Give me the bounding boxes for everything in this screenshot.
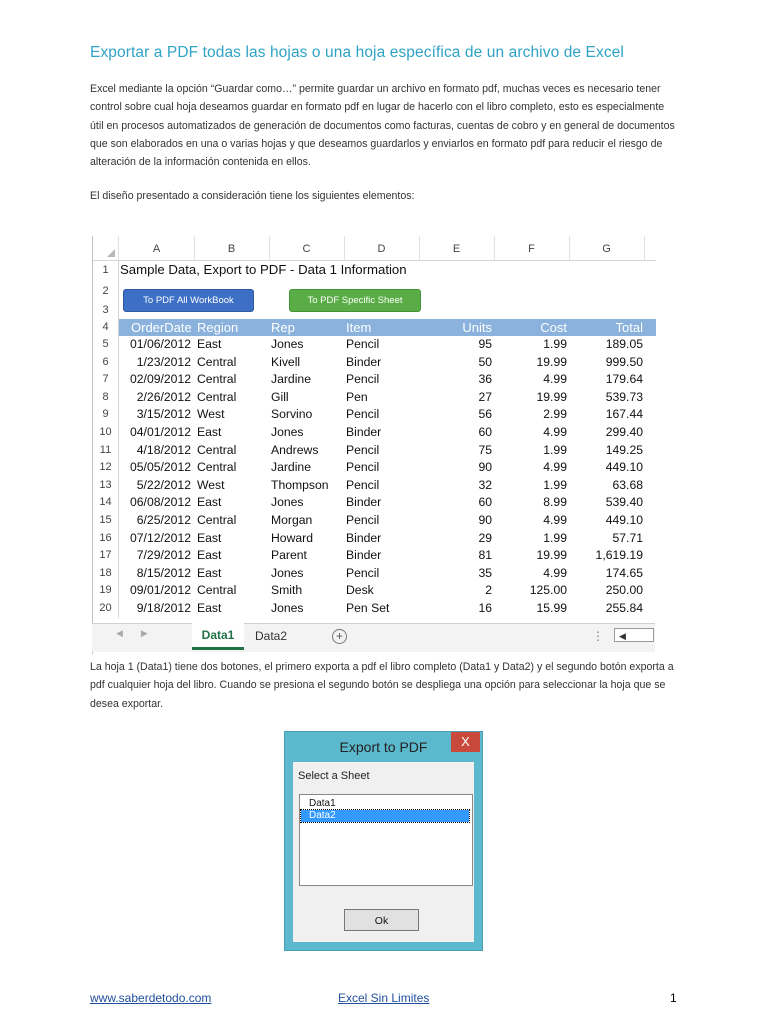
table-cell[interactable]: 1.99 <box>543 337 567 351</box>
table-cell[interactable]: 149.25 <box>605 442 643 457</box>
table-cell[interactable]: 8/15/2012 <box>136 565 191 580</box>
tab-data2[interactable]: Data2 <box>255 629 288 643</box>
table-cell[interactable]: 35 <box>478 565 492 580</box>
table-cell[interactable]: Gill <box>271 389 289 404</box>
column-header-bar <box>93 236 656 261</box>
table-cell[interactable]: Morgan <box>271 513 313 527</box>
table-cell[interactable]: 125.00 <box>529 583 567 598</box>
table-cell[interactable]: 4.99 <box>543 460 567 475</box>
table-cell[interactable]: Thompson <box>271 477 329 492</box>
table-cell[interactable]: 90 <box>478 460 492 475</box>
table-cell[interactable]: Kivell <box>271 354 301 369</box>
table-cell[interactable]: 255.84 <box>605 601 643 615</box>
row-header[interactable]: 18 <box>93 565 119 583</box>
table-cell[interactable]: Central <box>197 460 237 475</box>
table-cell[interactable]: 19.99 <box>536 354 567 369</box>
design-paragraph: El diseño presentado a consideración tiene los siguientes elementos: <box>90 190 415 202</box>
table-cell[interactable]: Jardine <box>271 372 311 387</box>
table-cell[interactable]: East <box>197 530 222 545</box>
table-cell[interactable]: 7/29/2012 <box>136 548 191 563</box>
table-cell[interactable]: 2.99 <box>543 407 567 422</box>
table-cell[interactable]: 15.99 <box>536 601 567 615</box>
table-cell[interactable]: Central <box>197 354 237 369</box>
column-header[interactable]: E <box>419 236 495 260</box>
table-cell[interactable]: 4.99 <box>543 565 567 580</box>
table-cell[interactable]: 01/06/2012 <box>130 337 191 351</box>
table-header-cell: Item <box>346 320 372 335</box>
sheet-listbox[interactable] <box>299 794 473 886</box>
table-cell[interactable]: Binder <box>346 530 382 545</box>
table-cell[interactable]: Binder <box>346 354 382 369</box>
row-header[interactable]: 20 <box>93 600 119 618</box>
table-cell[interactable]: Binder <box>346 548 382 563</box>
table-cell[interactable]: Howard <box>271 530 313 545</box>
row-header[interactable]: 2 <box>93 280 119 302</box>
table-cell[interactable]: 05/05/2012 <box>130 460 191 475</box>
table-cell[interactable]: 9/18/2012 <box>136 601 191 615</box>
row-header[interactable]: 19 <box>93 582 119 600</box>
table-cell[interactable]: 449.10 <box>605 513 643 527</box>
table-cell[interactable]: 60 <box>478 495 492 510</box>
table-cell[interactable]: 174.65 <box>605 565 643 580</box>
table-cell[interactable]: Jones <box>271 601 304 615</box>
table-cell[interactable]: 63.68 <box>612 477 643 492</box>
table-cell[interactable]: 4.99 <box>543 513 567 527</box>
horizontal-scrollbar[interactable]: ◀ <box>614 628 654 642</box>
table-cell[interactable]: Binder <box>346 495 382 510</box>
list-item-data2[interactable]: Data2 <box>301 810 469 822</box>
row-header[interactable]: 9 <box>93 406 119 424</box>
table-cell[interactable]: 07/12/2012 <box>130 530 191 545</box>
footer-link-website[interactable]: www.saberdetodo.com <box>90 991 212 1005</box>
table-cell[interactable]: 81 <box>478 548 492 563</box>
table-cell[interactable]: East <box>197 601 222 615</box>
row-header[interactable]: 1 <box>93 261 119 280</box>
table-cell[interactable]: West <box>197 407 225 422</box>
table-cell[interactable]: 32 <box>478 477 492 492</box>
table-cell[interactable]: 95 <box>478 337 492 351</box>
table-cell[interactable]: Pencil <box>346 513 380 527</box>
table-cell[interactable]: Jones <box>271 337 304 351</box>
row-header[interactable]: 17 <box>93 547 119 565</box>
column-header[interactable]: B <box>194 236 270 260</box>
table-header-cell: OrderDate <box>131 320 192 335</box>
table-cell[interactable]: Smith <box>271 583 303 598</box>
column-header[interactable]: G <box>569 236 645 260</box>
table-cell[interactable]: 09/01/2012 <box>130 583 191 598</box>
column-header[interactable]: F <box>494 236 570 260</box>
table-cell[interactable]: 179.64 <box>605 372 643 387</box>
column-header[interactable]: C <box>269 236 345 260</box>
table-cell[interactable]: Pencil <box>346 442 380 457</box>
row-header[interactable]: 8 <box>93 389 119 407</box>
table-cell[interactable]: East <box>197 337 222 351</box>
table-cell[interactable]: Desk <box>346 583 374 598</box>
row-header[interactable]: 3 <box>93 302 119 319</box>
to-pdf-all-workbook-button[interactable]: To PDF All WorkBook <box>123 289 254 312</box>
table-cell[interactable]: 2/26/2012 <box>136 389 191 404</box>
table-cell[interactable]: Central <box>197 442 237 457</box>
table-cell[interactable]: 1.99 <box>543 530 567 545</box>
select-all-corner[interactable] <box>93 236 119 260</box>
close-icon[interactable]: X <box>451 732 480 752</box>
row-header[interactable]: 16 <box>93 530 119 548</box>
table-cell[interactable]: 1.99 <box>543 442 567 457</box>
table-cell[interactable]: Pencil <box>346 372 380 387</box>
dialog-body <box>293 762 474 942</box>
table-cell[interactable]: 50 <box>478 354 492 369</box>
table-cell[interactable]: Jones <box>271 425 304 439</box>
add-sheet-icon[interactable]: + <box>332 629 347 644</box>
footer-link-excel-sin-limites[interactable]: Excel Sin Limites <box>338 991 430 1005</box>
table-cell[interactable]: Pencil <box>346 407 380 422</box>
table-cell[interactable]: 4.99 <box>543 425 567 439</box>
table-header-cell: Units <box>462 320 492 335</box>
table-cell[interactable]: Pencil <box>346 565 380 580</box>
table-cell[interactable]: Central <box>197 389 237 404</box>
row-header[interactable]: 15 <box>93 512 119 530</box>
row-header[interactable]: 6 <box>93 354 119 372</box>
table-header-cell: Total <box>615 320 643 335</box>
table-cell[interactable]: Jones <box>271 495 304 510</box>
table-cell[interactable]: West <box>197 477 225 492</box>
table-cell[interactable]: Jardine <box>271 460 311 475</box>
table-cell[interactable]: 16 <box>478 601 492 615</box>
table-cell[interactable]: Jones <box>271 565 304 580</box>
table-cell[interactable]: Sorvino <box>271 407 313 422</box>
page-title: Exportar a PDF todas las hojas o una hoja específica de un archivo de Excel <box>90 44 624 61</box>
table-cell[interactable]: Parent <box>271 548 307 563</box>
table-cell[interactable]: Pencil <box>346 460 380 475</box>
row-header[interactable]: 10 <box>93 424 119 442</box>
table-cell[interactable]: Andrews <box>271 442 319 457</box>
table-cell[interactable]: 04/01/2012 <box>130 425 191 439</box>
table-cell[interactable]: 90 <box>478 513 492 527</box>
table-cell[interactable]: 189.05 <box>605 337 643 351</box>
explanation-paragraph: La hoja 1 (Data1) tiene dos botones, el primero exporta a pdf el libro completo (Data1 y Data2) y el segundo botón exporta a pdf cualquier hoja del libro. Cuando se presiona el segundo botón se despliega una opción para seleccionar la hoja que se desea exportar. <box>90 661 674 710</box>
table-cell[interactable]: 4.99 <box>543 372 567 387</box>
page-number: 1 <box>670 991 677 1005</box>
export-dialog <box>284 731 483 951</box>
table-cell[interactable]: 1/23/2012 <box>136 354 191 369</box>
row-header[interactable]: 4 <box>93 319 119 336</box>
table-cell[interactable]: 56 <box>478 407 492 422</box>
table-cell[interactable]: 1.99 <box>543 477 567 492</box>
table-cell[interactable]: 36 <box>478 372 492 387</box>
tab-nav-arrows[interactable]: ◀▶ <box>116 628 166 638</box>
row-header[interactable]: 13 <box>93 477 119 495</box>
table-cell[interactable]: Central <box>197 583 237 598</box>
table-cell[interactable]: 75 <box>478 442 492 457</box>
table-cell[interactable]: Pen <box>346 389 368 404</box>
table-cell[interactable]: Central <box>197 372 237 387</box>
table-cell[interactable]: 8.99 <box>543 495 567 510</box>
table-cell[interactable]: 539.73 <box>605 389 643 404</box>
table-cell[interactable]: 06/08/2012 <box>130 495 191 510</box>
table-cell[interactable]: 19.99 <box>536 548 567 563</box>
table-cell[interactable]: 2 <box>485 583 492 598</box>
table-cell[interactable]: 4/18/2012 <box>136 442 191 457</box>
row-header[interactable]: 14 <box>93 494 119 512</box>
table-header-cell: Region <box>197 320 239 335</box>
table-cell[interactable]: 60 <box>478 425 492 439</box>
column-header[interactable]: A <box>119 236 195 260</box>
table-cell[interactable]: 19.99 <box>536 389 567 404</box>
table-cell[interactable]: 1,619.19 <box>595 548 643 563</box>
row-header[interactable]: 5 <box>93 336 119 354</box>
table-cell[interactable]: 57.71 <box>612 530 643 545</box>
row-header[interactable]: 11 <box>93 442 119 460</box>
table-cell[interactable]: Binder <box>346 425 382 439</box>
list-item-data1[interactable]: Data1 <box>309 798 336 809</box>
table-cell[interactable]: 449.10 <box>605 460 643 475</box>
row-header[interactable]: 12 <box>93 459 119 477</box>
table-cell[interactable]: East <box>197 548 222 563</box>
table-cell[interactable]: Central <box>197 513 237 527</box>
table-cell[interactable]: 250.00 <box>605 583 643 598</box>
table-cell[interactable]: East <box>197 565 222 580</box>
table-cell[interactable]: 999.50 <box>605 354 643 369</box>
table-header-cell: Rep <box>271 320 295 335</box>
table-cell[interactable]: Pen Set <box>346 601 390 615</box>
tab-data1[interactable]: Data1 <box>192 623 244 650</box>
table-cell[interactable]: 6/25/2012 <box>136 513 191 527</box>
tab-splitter-icon[interactable]: ⋮ <box>592 629 604 643</box>
sheet-title: Sample Data, Export to PDF - Data 1 Information <box>120 262 407 277</box>
column-header[interactable]: D <box>344 236 420 260</box>
table-cell[interactable]: 27 <box>478 389 492 404</box>
table-cell[interactable]: East <box>197 425 222 439</box>
table-cell[interactable]: Pencil <box>346 477 380 492</box>
dialog-title: Export to PDF <box>339 739 428 755</box>
row-header[interactable]: 7 <box>93 371 119 389</box>
table-header-cell: Cost <box>540 320 567 335</box>
sheet-tab-bar <box>92 623 655 652</box>
table-cell[interactable]: 3/15/2012 <box>136 407 191 422</box>
ok-button[interactable]: Ok <box>344 909 419 931</box>
table-cell[interactable]: 299.40 <box>605 425 643 439</box>
select-sheet-label: Select a Sheet <box>298 770 370 782</box>
table-cell[interactable]: 02/09/2012 <box>130 372 191 387</box>
table-cell[interactable]: East <box>197 495 222 510</box>
table-cell[interactable]: 29 <box>478 530 492 545</box>
table-cell[interactable]: 5/22/2012 <box>136 477 191 492</box>
intro-paragraph: Excel mediante la opción “Guardar como…” permite guardar un archivo en formato pdf, muchas veces es necesario tener control sobre cual hoja deseamos guardar en formato pdf en lugar de hacerlo con el libro completo, esto es especialmente útil en procesos automatizados de generación de documentos como facturas, cuentas de cobro y en general de documentos que son elaborados en una o varias hojas y que deseamos guardarlos y enviarlos en formato pdf para reducir el riesgo de alteración de la información contenida en ellos. <box>90 83 675 169</box>
table-cell[interactable]: Pencil <box>346 337 380 351</box>
to-pdf-specific-sheet-button[interactable]: To PDF Specific Sheet <box>289 289 421 312</box>
spreadsheet <box>92 236 656 654</box>
table-cell[interactable]: 167.44 <box>605 407 643 422</box>
table-cell[interactable]: 539.40 <box>605 495 643 510</box>
